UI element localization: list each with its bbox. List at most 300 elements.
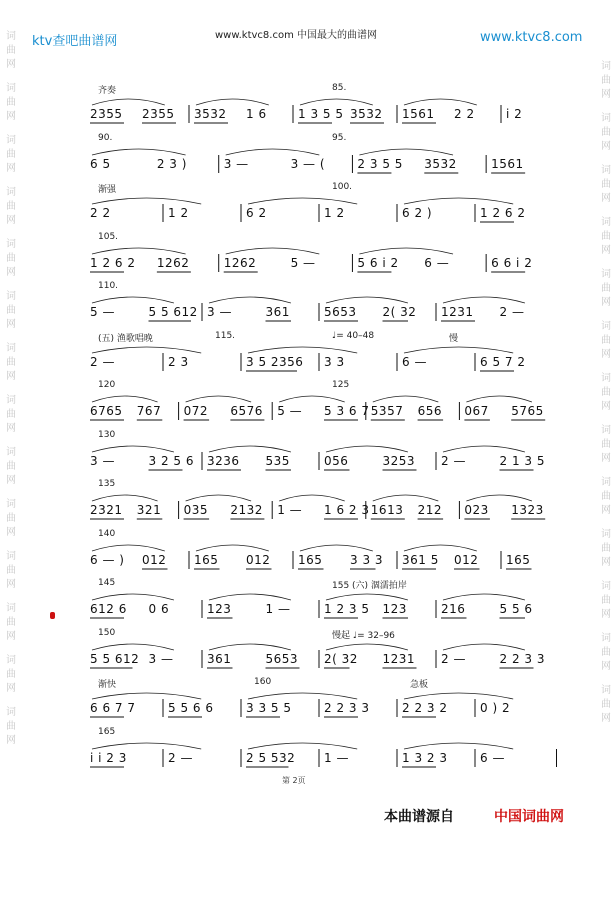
red-dot-mark [50,612,55,619]
slur-arc [226,248,320,254]
watermark-char: 曲 [6,461,16,472]
numbered-notation-score [88,85,558,775]
slur-arc [209,644,291,650]
slur-arc [186,495,252,501]
watermark-char: 曲 [601,595,611,606]
note-group: 1 — [324,750,349,765]
note-group: 1 2 6 2 [480,206,526,220]
watermark-char: 网 [6,111,16,122]
note-group: 6 — [480,750,505,765]
watermark-char: 网 [6,319,16,330]
watermark-char: 词 [6,499,16,510]
staff-lines [88,481,556,525]
note-group: 1231 [441,305,474,319]
score-row [88,726,558,769]
slur-arc [92,644,174,650]
watermark-char: 词 [601,529,611,540]
slur-arc [466,495,532,501]
slur-arc [248,743,357,749]
score-row [88,330,558,373]
slur-arc [92,99,165,105]
score-row [88,429,558,472]
note-group: 2 — [168,750,193,765]
note-group: 1 2 3 5 [324,602,370,616]
staff-lines [88,132,556,179]
watermark-char: 词 [601,321,611,332]
watermark-char: 词 [601,685,611,696]
note-group: 5 5 6 [499,602,533,616]
watermark-char: 网 [601,297,611,308]
note-group: 5 5 612 [148,305,198,319]
score-annotation: 慢 [449,333,459,344]
note-group: i 2 [506,107,523,121]
score-annotation: 100. [332,182,353,192]
staff-lines [88,330,556,377]
watermark-char: 曲 [601,647,611,658]
note-group: 123 [207,602,232,616]
watermark-char: 曲 [601,491,611,502]
score-annotation: 急板 [410,680,429,690]
note-group: i i 2 3 [90,750,127,765]
score-row [88,627,558,670]
note-group: 3 2 5 6 [148,453,194,468]
watermark-char: 曲 [6,357,16,368]
note-group: 6 — [424,255,450,270]
note-group: 1561 [491,156,524,171]
note-group: 1323 [511,503,544,517]
staff-lines [88,382,556,426]
note-group: 3 — [207,305,232,319]
note-group: 3 3 5 5 [246,701,292,715]
note-group: 5 — [290,255,316,270]
slur-arc [359,248,453,254]
slur-arc [92,396,158,402]
watermark-char: 曲 [6,617,16,628]
score-row [88,283,558,323]
note-group: 3532 [424,156,457,171]
note-group: 1 2 6 2 [90,255,136,270]
note-group: 2 2 [90,206,111,220]
note-group: 1 3 5 5 [298,107,344,121]
slur-arc [404,743,513,749]
note-group: 1561 [402,107,435,121]
note-group: 0 ) 2 [480,701,511,715]
note-group: 5653 [265,651,299,666]
note-group: 2 — [499,305,525,319]
slur-arc [404,99,477,105]
watermark-char: 曲 [601,283,611,294]
slur-arc [92,693,201,699]
note-group: 612 6 [90,602,127,616]
slur-arc [92,594,174,600]
watermark-char: 词 [601,373,611,384]
watermark-char: 网 [6,59,16,70]
watermark-char: 曲 [601,335,611,346]
watermark-char: 网 [6,735,16,746]
slur-arc [404,545,477,551]
note-group: 6 — [402,354,427,369]
score-annotation: 165 [98,726,116,737]
note-group: 1 2 [324,206,345,220]
score-row [88,679,558,719]
note-group: 5 5 6 6 [168,701,214,715]
site-name-left[interactable]: ktv查吧曲谱网 [32,34,118,49]
watermark-char: 网 [6,215,16,226]
watermark-char: 曲 [6,201,16,212]
staff-lines [88,528,556,575]
note-group: 216 [441,602,466,616]
watermark-char: 词 [601,633,611,644]
note-group: 656 [417,404,442,418]
slur-arc [92,545,165,551]
note-group: 6 5 [90,156,111,171]
watermark-char: 网 [6,267,16,278]
note-group: 0 6 [148,602,170,616]
score-annotation: 慢起 ♩= 32–96 [332,630,395,641]
note-group: 3 — [90,453,115,468]
note-group: 6 2 ) [402,206,433,220]
slur-arc [196,99,269,105]
note-group: 6576 [230,404,263,418]
note-group: 6 6 i 2 [491,255,533,270]
note-group: 5765 [511,404,544,418]
note-group: 3 3 3 [350,552,384,567]
score-annotation: (五) 渔歌唱晚 [98,333,153,344]
note-group: 3236 [207,453,240,468]
slur-arc [248,198,357,204]
score-row [88,580,558,620]
slur-arc [443,297,525,303]
score-row [88,132,558,175]
note-group: 1262 [223,255,257,270]
score-row [88,382,558,422]
watermark-char: 曲 [6,253,16,264]
note-group: 3 — ( [290,156,326,171]
note-group: 1231 [382,651,416,666]
note-group: 2 2 [454,107,475,121]
note-group: 012 [454,552,479,567]
slur-arc [92,198,201,204]
score-annotation: 120 [98,380,116,390]
note-group: 1262 [156,255,190,270]
note-group: 1613 [370,503,404,517]
watermark-char: 网 [601,401,611,412]
watermark-char: 网 [6,683,16,694]
watermark-char: 网 [601,89,611,100]
note-group: 5653 [324,305,357,319]
slur-arc [466,396,532,402]
watermark-char: 词 [6,31,16,42]
slur-arc [209,297,291,303]
note-group: 3253 [382,453,416,468]
note-group: 2( 32 [382,305,417,319]
score-annotation: 90. [98,132,113,143]
note-group: 3 3 [324,354,345,369]
watermark-char: 词 [601,165,611,176]
score-annotation: 145 [98,578,116,588]
watermark-char: 词 [601,477,611,488]
slur-arc [404,693,513,699]
note-group: 212 [417,503,442,517]
note-group: 012 [142,552,167,567]
staff-lines [88,231,556,278]
slur-arc [300,545,373,551]
watermark-char: 词 [6,447,16,458]
note-group: 2355 [90,107,123,121]
slur-arc [226,149,320,155]
slur-arc [359,149,453,155]
note-group: 2132 [230,503,263,517]
watermark-char: 网 [601,609,611,620]
note-group: 5 3 6 7 [324,404,370,418]
staff-lines [88,283,556,327]
slur-arc [443,594,525,600]
slur-arc [92,149,186,155]
note-group: 361 5 [402,552,439,567]
note-group: 2355 [142,107,175,121]
slur-arc [326,644,408,650]
note-group: 6 6 7 7 [90,701,136,715]
watermark-char: 词 [601,269,611,280]
note-group: 165 [298,552,323,567]
slur-arc [92,297,174,303]
watermark-char: 网 [601,557,611,568]
score-annotation: 齐奏 [98,86,117,96]
note-group: 5 — [90,305,115,319]
slur-arc [92,446,174,452]
note-group: 6 5 7 2 [480,354,526,369]
score-annotation: 110. [98,281,119,291]
note-group: 2 3 [168,354,189,369]
slur-arc [209,446,291,452]
slur-arc [326,594,408,600]
watermark-char: 网 [601,193,611,204]
note-group: 2( 32 [324,651,358,666]
score-annotation: 85. [332,83,347,93]
note-group: 2 — [90,354,115,369]
watermark-char: 曲 [6,409,16,420]
slur-arc [326,297,408,303]
watermark-char: 词 [6,343,16,354]
watermark-char: 曲 [601,127,611,138]
watermark-char: 曲 [601,439,611,450]
watermark-char: 词 [6,551,16,562]
watermark-char: 曲 [6,513,16,524]
watermark-char: 网 [601,141,611,152]
watermark-char: 词 [601,61,611,72]
note-group: 3 — [148,651,174,666]
watermark-char: 词 [6,655,16,666]
note-group: 072 [183,404,208,418]
final-barline [556,749,557,767]
watermark-char: 曲 [6,149,16,160]
note-group: 767 [136,404,162,418]
slur-arc [443,644,525,650]
note-group: 023 [464,503,489,517]
note-group: 1 3 2 3 [402,750,448,765]
watermark-char: 网 [6,631,16,642]
watermark-char: 曲 [601,699,611,710]
score-annotation: 105. [98,231,119,242]
watermark-char: 曲 [601,179,611,190]
note-group: 5 6 i 2 [357,255,399,270]
watermark-char: 网 [6,579,16,590]
watermark-char: 网 [6,163,16,174]
note-group: 5 5 612 [90,651,140,666]
site-banner: www.ktvc8.com 中国最大的曲谱网 [215,30,378,41]
note-group: 012 [246,552,271,567]
watermark-char: 曲 [601,231,611,242]
note-group: 2 — [441,651,466,666]
slur-arc [279,396,345,402]
note-group: 1 — [277,503,303,517]
note-group: 3532 [350,107,383,121]
note-group: 5 — [277,404,303,418]
watermark-char: 网 [601,661,611,672]
score-annotation: 140 [98,528,116,539]
note-group: 6 — ) [90,552,125,567]
score-annotation: 130 [98,429,116,440]
watermark-char: 网 [601,505,611,516]
slur-arc [404,198,513,204]
source-label: 本曲谱源自 [384,809,454,825]
staff-lines [88,679,556,723]
note-group: 3532 [194,107,227,121]
watermark-char: 词 [601,113,611,124]
site-url-right[interactable]: www.ktvc8.com [480,30,583,45]
watermark-char: 词 [6,135,16,146]
note-group: 1 — [265,602,291,616]
note-group: 361 [265,305,290,319]
score-annotation: 125 [332,380,350,390]
score-annotation: 135 [98,479,116,489]
note-group: 535 [265,453,290,468]
watermark-char: 词 [6,603,16,614]
watermark-char: 词 [6,291,16,302]
note-group: 165 [194,552,219,567]
watermark-char: 网 [601,713,611,724]
note-group: 3 5 2356 [246,354,304,369]
watermark-char: 曲 [601,387,611,398]
note-group: 165 [506,552,531,567]
watermark-char: 词 [601,217,611,228]
note-group: 123 [382,602,407,616]
watermark-char: 曲 [6,45,16,56]
slur-arc [92,743,201,749]
slur-arc [443,446,525,452]
slur-arc [326,446,408,452]
note-group: 6 2 [246,206,267,220]
watermark-char: 网 [6,475,16,486]
watermark-char: 曲 [601,75,611,86]
watermark-char: 词 [6,187,16,198]
watermark-char: 曲 [6,721,16,732]
note-group: 1 6 2 3 [324,503,370,517]
score-annotation: 渐快 [98,680,117,690]
note-group: 1 6 [246,107,267,121]
watermark-char: 曲 [601,543,611,554]
slur-arc [248,693,357,699]
note-group: 6765 [90,404,123,418]
slur-arc [92,347,201,353]
slur-arc [186,396,252,402]
note-group: 5357 [370,404,404,418]
note-group: 321 [136,503,162,517]
slur-arc [373,495,439,501]
score-annotation: 150 [98,627,116,638]
note-group: 2 3 ) [156,156,187,171]
slur-arc [92,248,186,254]
watermark-char: 网 [6,527,16,538]
watermark-right [597,0,615,910]
watermark-char: 词 [6,83,16,94]
watermark-char: 曲 [6,565,16,576]
score-row [88,85,558,125]
slur-arc [196,545,269,551]
slur-arc [373,396,439,402]
staff-lines [88,429,556,476]
slur-arc [279,495,345,501]
watermark-char: 词 [6,707,16,718]
slur-arc [92,495,158,501]
score-row [88,231,558,274]
note-group: 2 1 3 5 [499,453,545,468]
watermark-char: 词 [6,239,16,250]
score-annotation: 155 (六) 涸濡拍岸 [332,581,407,591]
slur-arc [404,347,513,353]
note-group: 2 2 3 3 [499,651,545,666]
note-group: 2 2 3 2 [402,701,448,715]
note-group: 361 [207,651,232,666]
staff-lines [88,85,556,129]
note-group: 2321 [90,503,123,517]
note-group: 035 [183,503,208,517]
score-annotation: 115. [215,330,236,341]
note-group: 067 [464,404,489,418]
watermark-char: 网 [601,349,611,360]
note-group: 1 2 [168,206,189,220]
note-group: 056 [324,453,349,468]
score-annotation: 渐强 [98,185,117,195]
watermark-char: 词 [6,395,16,406]
watermark-char: 曲 [6,669,16,680]
staff-lines [88,580,556,624]
watermark-char: 曲 [6,305,16,316]
slur-arc [248,347,357,353]
staff-lines [88,627,556,674]
staff-lines [88,184,556,228]
note-group: 2 2 3 3 [324,701,370,715]
source-site[interactable]: 中国词曲网 [494,809,564,825]
watermark-left [0,0,22,880]
watermark-char: 网 [6,423,16,434]
slur-arc [209,594,291,600]
note-group: 2 3 5 5 [357,156,403,171]
note-group: 2 5 532 [246,750,296,765]
page-number: 第 2页 [282,776,306,785]
score-row [88,184,558,224]
watermark-char: 网 [6,371,16,382]
watermark-char: 词 [601,425,611,436]
score-annotation: ♩= 40–48 [332,330,375,341]
score-annotation: 95. [332,132,347,143]
watermark-char: 词 [601,581,611,592]
score-row [88,528,558,571]
note-group: 3 — [223,156,249,171]
slur-arc [300,99,373,105]
score-row [88,481,558,521]
watermark-char: 曲 [6,97,16,108]
